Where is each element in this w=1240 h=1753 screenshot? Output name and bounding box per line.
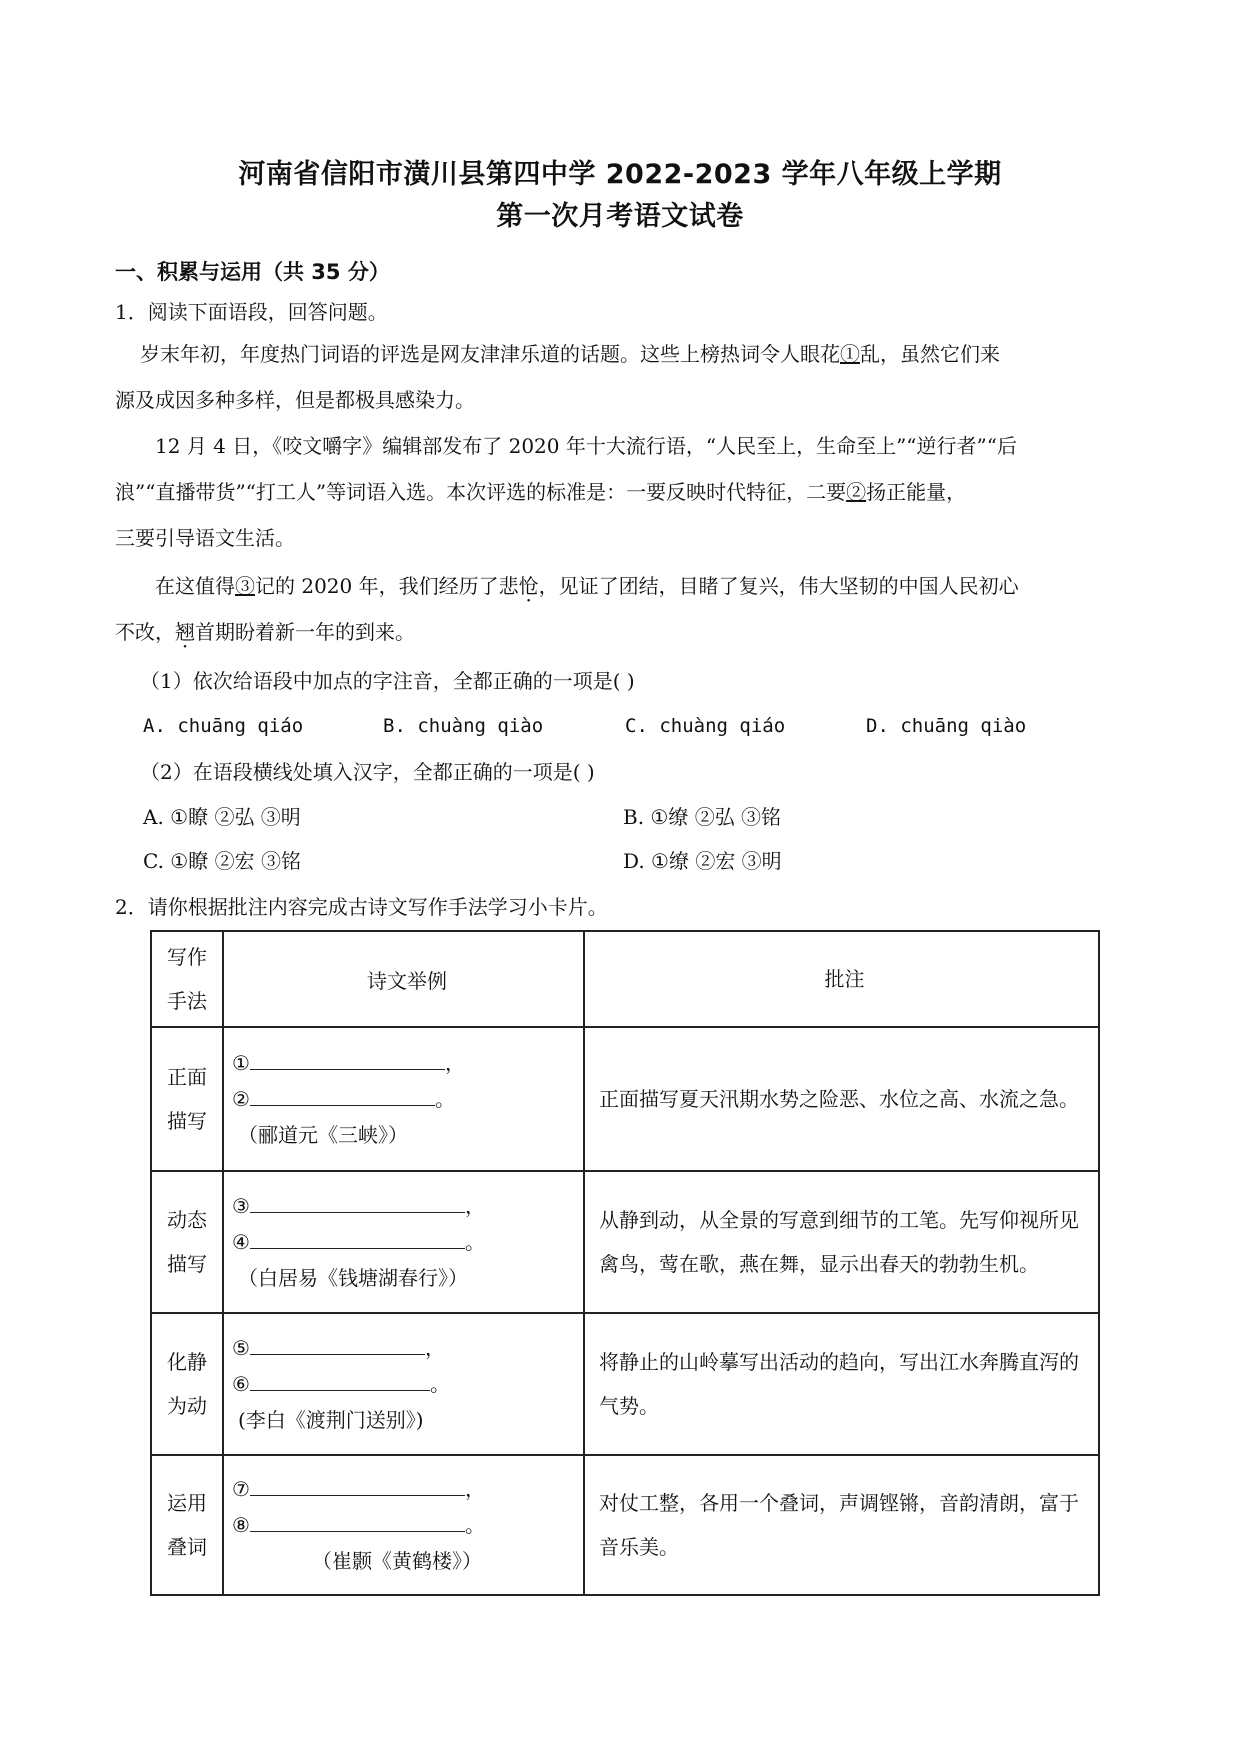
- punct: ，: [464, 1194, 485, 1218]
- passage-text: 记的 2020 年，我们经历了悲: [255, 574, 519, 598]
- blank-number: ④: [232, 1230, 250, 1254]
- example-cell: [223, 1455, 584, 1595]
- passage-text: ，见证了团结，目睹了复兴，伟大坚韧的中国人民初心: [538, 574, 1019, 598]
- table-row: [151, 1313, 1099, 1455]
- method-text: 运用: [167, 1491, 207, 1515]
- method-text: 化静: [167, 1350, 207, 1374]
- passage-text: 在这值得: [155, 574, 235, 598]
- example-cell: [223, 1027, 584, 1171]
- table-row: [151, 1027, 1099, 1171]
- table-row: [151, 1455, 1099, 1595]
- poem-source: (李白《渡荆门送别》): [238, 1408, 424, 1432]
- method-cell: [151, 1027, 223, 1171]
- sub-question-1: （1）依次给语段中加点的字注音，全都正确的一项是( ): [140, 669, 635, 693]
- note-cell: 将静止的山岭摹写出活动的趋向，写出江水奔腾直泻的气势。: [584, 1313, 1099, 1455]
- header-text: 手法: [167, 989, 207, 1013]
- option-a[interactable]: A. ①瞭 ②弘 ③明: [143, 805, 301, 829]
- blank-marker: ②: [846, 480, 867, 504]
- header-method: [151, 931, 223, 1027]
- blank-number: ⑧: [232, 1513, 250, 1537]
- blank-number: ③: [232, 1194, 250, 1218]
- punct: 。: [434, 1087, 455, 1111]
- punct: 。: [464, 1513, 485, 1537]
- example-cell: [223, 1313, 584, 1455]
- punct: ，: [424, 1336, 445, 1360]
- writing-technique-card: [150, 930, 1100, 1596]
- blank-number: ⑦: [232, 1477, 250, 1501]
- paper-title-line2: 第一次月考语文试卷: [496, 201, 744, 232]
- option-d[interactable]: D. ①缭 ②宏 ③明: [623, 849, 782, 873]
- answer-blank[interactable]: [250, 1087, 435, 1106]
- answer-blank[interactable]: [250, 1194, 465, 1213]
- answer-blank[interactable]: [250, 1513, 465, 1532]
- option-a[interactable]: A. chuāng qiáo: [143, 715, 304, 737]
- blank-number: ⑥: [232, 1372, 250, 1396]
- answer-blank[interactable]: [250, 1230, 465, 1249]
- section-heading: 一、积累与运用（共 35 分）: [115, 260, 390, 284]
- sub-question-2: （2）在语段横线处填入汉字，全都正确的一项是( ): [140, 760, 595, 784]
- note-cell: 正面描写夏天汛期水势之险恶、水位之高、水流之急。: [584, 1027, 1099, 1171]
- punct: 。: [464, 1230, 485, 1254]
- blank-number: ①: [232, 1051, 250, 1075]
- passage-line: 三要引导语文生活。: [115, 526, 295, 550]
- punct: 。: [429, 1372, 450, 1396]
- option-c[interactable]: C. ①瞭 ②宏 ③铭: [143, 849, 301, 873]
- dotted-char: 翘: [175, 620, 195, 644]
- method-cell: [151, 1455, 223, 1595]
- poem-source: （崔颢《黄鹤楼》）: [312, 1549, 482, 1573]
- poem-source: （郦道元《三峡》）: [238, 1123, 408, 1147]
- punct: ，: [444, 1051, 465, 1075]
- option-c[interactable]: C. chuàng qiáo: [625, 715, 786, 737]
- option-b[interactable]: B. chuàng qiào: [383, 715, 544, 737]
- paper-title-line1: 河南省信阳市潢川县第四中学 2022-2023 学年八年级上学期: [238, 159, 1002, 190]
- option-b[interactable]: B. ①缭 ②弘 ③铭: [623, 805, 782, 829]
- method-text: 描写: [167, 1252, 207, 1276]
- example-cell: [223, 1171, 584, 1313]
- blank-marker: ①: [840, 342, 860, 366]
- note-cell: 对仗工整，各用一个叠词，声调铿锵，音韵清朗，富于音乐美。: [584, 1455, 1099, 1595]
- answer-blank[interactable]: [250, 1336, 425, 1355]
- question-2-prompt: 2．请你根据批注内容完成古诗文写作手法学习小卡片。: [115, 895, 608, 919]
- table-header-row: [151, 931, 1099, 1027]
- blank-marker: ③: [235, 574, 255, 598]
- method-text: 正面: [167, 1065, 207, 1089]
- header-example: 诗文举例: [223, 931, 584, 1027]
- passage-line: 源及成因多种多样，但是都极具感染力。: [115, 388, 475, 412]
- header-text: 写作: [167, 945, 207, 969]
- method-cell: [151, 1313, 223, 1455]
- passage-text: 首期盼着新一年的到来。: [195, 620, 415, 644]
- blank-number: ⑤: [232, 1336, 250, 1360]
- punct: ，: [464, 1477, 485, 1501]
- answer-blank[interactable]: [250, 1372, 430, 1391]
- passage-text: 浪”“直播带货”“打工人”等词语入选。本次评选的标准是：一要反映时代特征，二要: [115, 480, 847, 504]
- passage-text: 扬正能量，: [866, 480, 967, 504]
- question-1-prompt: 1．阅读下面语段，回答问题。: [115, 300, 388, 324]
- passage-line: [140, 340, 1160, 368]
- dotted-char: 怆: [518, 574, 539, 598]
- passage-line: 12 月 4 日，《咬文嚼字》编辑部发布了 2020 年十大流行语，“人民至上，生命至上”“逆行者”“后: [155, 434, 1017, 458]
- passage-text: 不改，: [115, 620, 175, 644]
- method-text: 为动: [167, 1394, 207, 1418]
- passage-line: [155, 572, 1175, 600]
- passage-line: [115, 618, 1135, 646]
- option-d[interactable]: D. chuāng qiào: [866, 715, 1027, 737]
- answer-blank[interactable]: [250, 1051, 445, 1070]
- header-note: 批注: [584, 931, 1099, 1027]
- method-cell: [151, 1171, 223, 1313]
- table-row: [151, 1171, 1099, 1313]
- answer-blank[interactable]: [250, 1477, 465, 1496]
- passage-text: 乱，虽然它们来: [860, 342, 1000, 366]
- passage-text: 岁末年初，年度热门词语的评选是网友津津乐道的话题。这些上榜热词令人眼花: [140, 342, 840, 366]
- passage-line: [115, 478, 1135, 506]
- method-text: 叠词: [167, 1535, 207, 1559]
- poem-source: （白居易《钱塘湖春行》）: [238, 1266, 468, 1290]
- blank-number: ②: [232, 1087, 250, 1111]
- note-cell: 从静到动，从全景的写意到细节的工笔。先写仰视所见禽鸟，莺在歌，燕在舞，显示出春天的勃勃生机。: [584, 1171, 1099, 1313]
- method-text: 动态: [167, 1208, 207, 1232]
- method-text: 描写: [167, 1109, 207, 1133]
